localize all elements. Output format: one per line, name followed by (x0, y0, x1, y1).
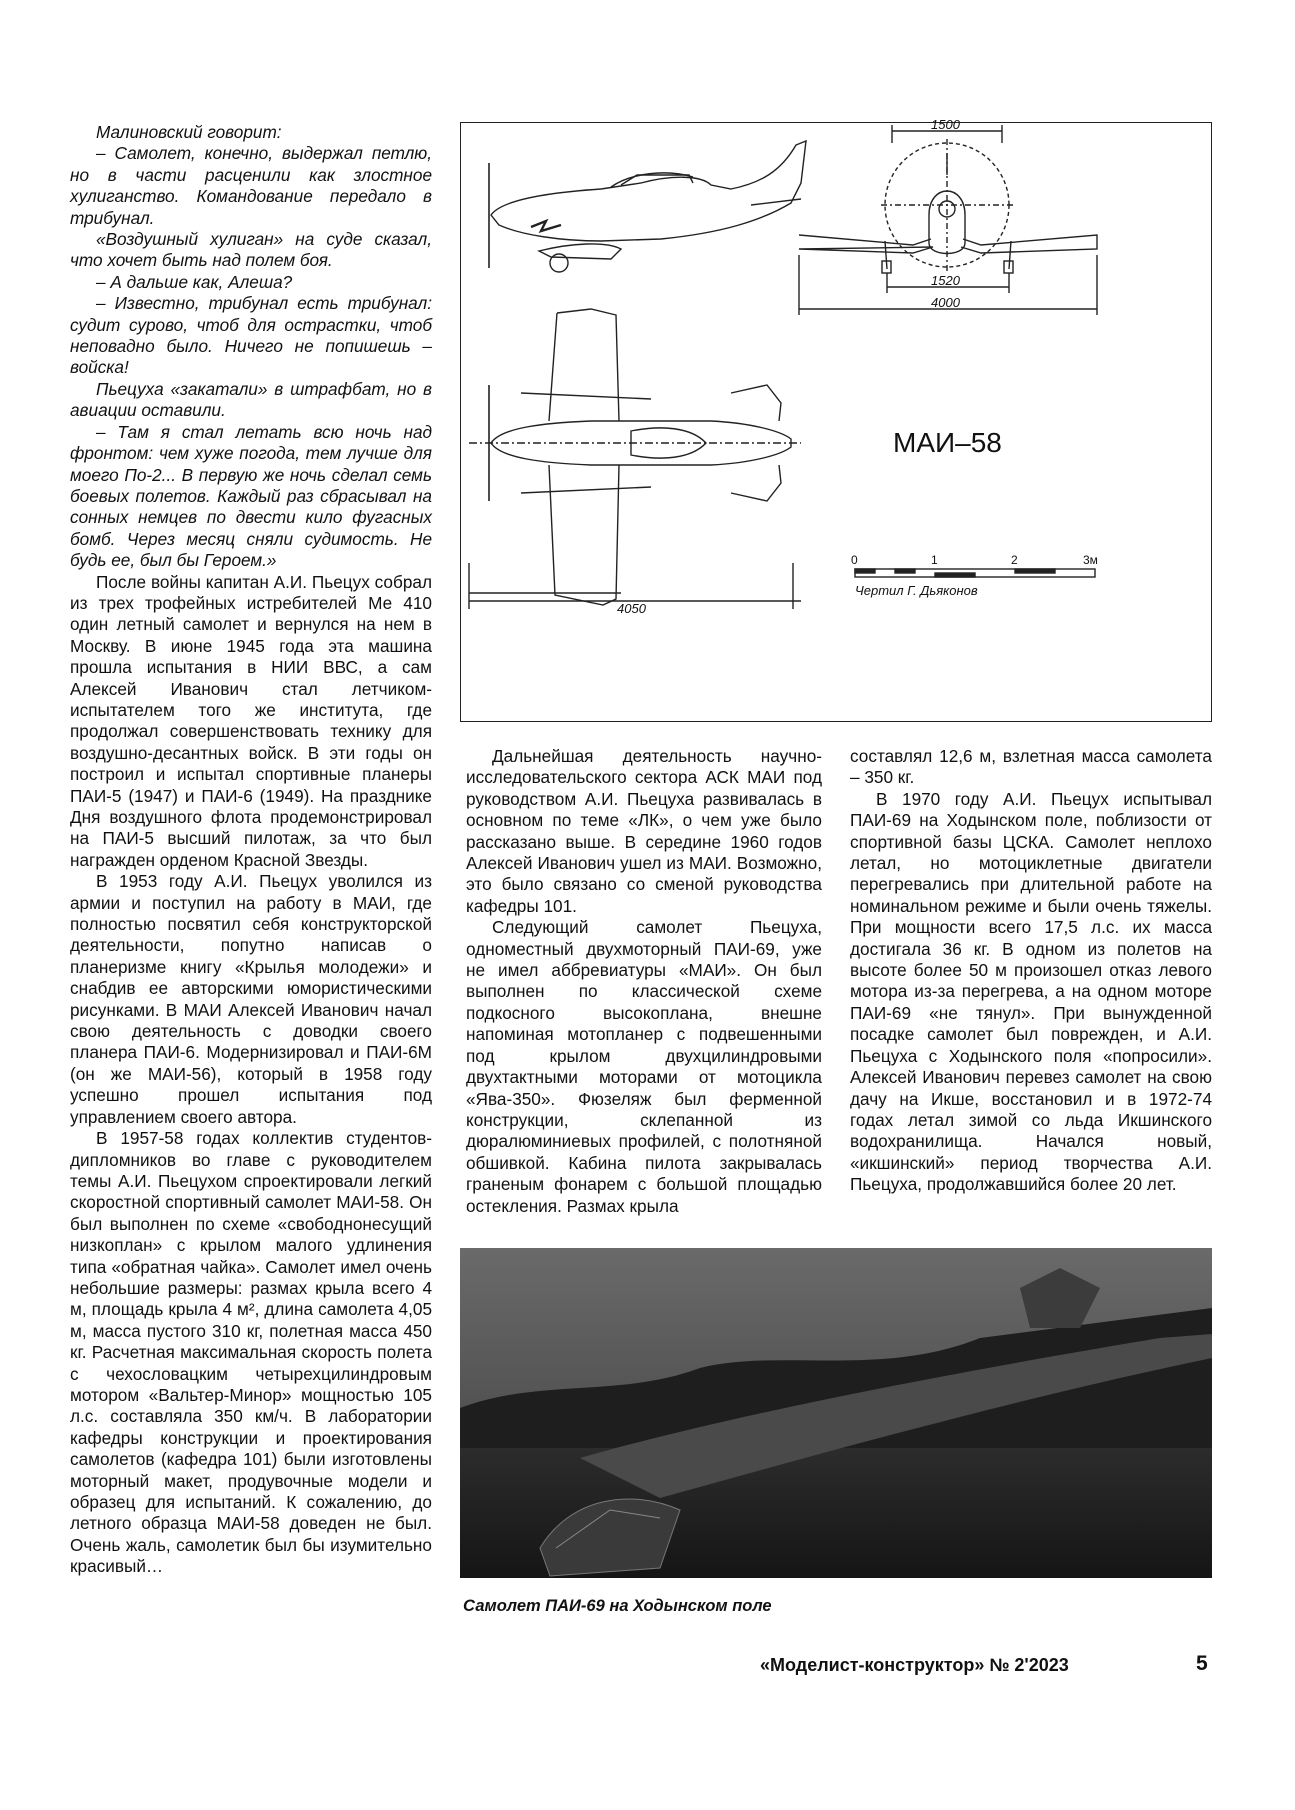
photo-svg (460, 1248, 1212, 1578)
right-paragraph: В 1970 году А.И. Пьецух испытывал ПАИ-69 на Ходынском поле, поблизости от спортивной базы ЦСКА. Самолет неплохо летал, но мотоциклетные двигатели перегревались при длительной работе на номинальном режиме и были очень тяжелы. При мощности всего 17,5 л.с. их масса достигала 36 кг. В одном из полетов на высоте более 50 м произошел отказ левого мотора из-за перегрева, а на одном моторе ПАИ-69 «не тянул». При вынужденной посадке самолет был поврежден, и А.И. Пьецуха с Ходынского поля «попросили». Алексей Иванович перевез самолет на свою дачу на Икше, восстановил и в 1972-74 годах летал зимой со льда Икшинского водохранилища. Начался новый, «икшинский» период творчества А.И. Пьецуха, продолжавшийся более 20 лет. (850, 788, 1212, 1195)
scale-label-2: 2 (1011, 553, 1018, 567)
dim-label-gear: 1520 (931, 273, 960, 288)
left-paragraph: – А дальше как, Алеша? (96, 271, 293, 292)
left-paragraph: Малиновский говорит: (96, 122, 282, 142)
left-paragraph: – Известно, трибунал есть трибунал: судит сурово, чтоб для острастки, чтоб неповадно было. Ничего не попишешь – войска! (70, 293, 432, 378)
left-text-column (70, 122, 432, 1578)
photo-caption: Самолет ПАИ-69 на Ходынском поле (463, 1597, 772, 1615)
drawing-title: МАИ–58 (893, 427, 1002, 458)
left-paragraph: После войны капитан А.И. Пьецух собрал из трех трофейных истребителей Ме 410 один летный самолет и вернулся на нем в Москву. В июне 1945 года эта машина прошла испытания в НИИ ВВС, а сам Алексей Иванович стал летчиком-испытателем того же института, где продолжал совершенствовать технику для воздушно-десантных войск. В эти годы он построил и испытал спортивные планеры ПАИ-5 (1947) и ПАИ-6 (1949). На празднике Дня воздушного флота продемонстрировал на ПАИ-5 высший пилотаж, за что был награжден орденом Красной Звезды. (70, 571, 432, 870)
drawing-credit: Чертил Г. Дьяконов (855, 583, 978, 598)
scale-label-0: 0 (851, 553, 858, 567)
left-paragraph: – Там я стал летать всю ночь над фронтом: чем хуже погода, тем лучше для моего По-2... В первую же ночь сделал семь боевых полетов. Каждый раз сбрасывал на сонных немцев по двести кило фугасных бомб. Через месяц сняли судимость. Не будь ее, был бы Героем.» (70, 421, 432, 571)
left-paragraph: «Воздушный хулиган» на суде сказал, что хочет быть над полем боя. (70, 229, 432, 271)
three-view-drawing (460, 117, 1212, 722)
scale-label-1: 1 (931, 553, 938, 567)
right-text-column (850, 746, 1212, 1196)
side-view (489, 141, 806, 272)
middle-paragraph: Следующий самолет Пьецуха, одноместный двухмоторный ПАИ-69, уже не имел аббревиатуры «МАИ». Он был выполнен по классической схеме подкосного высокоплана, внешне напоминая мотопланер с подвешенными под крылом двухцилиндровыми двухтактными моторами от мотоцикла «Ява-350». Фюзеляж был ферменной конструкции, склепанной из дюралюминиевых профилей, с полотняной обшивкой. Кабина пилота закрывалась граненым фонарем с большой площадью остекления. Размах крыла (466, 917, 822, 1216)
drawing-svg (461, 123, 1213, 723)
dim-label-span: 4000 (931, 295, 960, 310)
dim-label-length: 4050 (617, 601, 646, 616)
left-paragraph: В 1953 году А.И. Пьецух уволился из армии и поступил на работу в МАИ, где полностью посвятил себя конструкторской деятельности, попутно написав о планеризме книгу «Крылья молодежи» и снабдив ее авторскими юмористическими рисунками. В МАИ Алексей Иванович начал свою деятельность с доводки своего планера ПАИ-6. Модернизировал и ПАИ-6М (он же МАИ-56), который в 1958 году успешно прошел испытания под управлением своего автора. (70, 871, 432, 1127)
magazine-issue: «Моделист-конструктор» № 2'2023 (760, 1655, 1069, 1675)
left-paragraph: – Самолет, конечно, выдержал петлю, но в части расценили как злостное хулиганство. Командование передало в трибунал. (70, 143, 432, 228)
middle-text-column (466, 746, 822, 1217)
top-view (469, 309, 801, 609)
left-paragraph: В 1957-58 годах коллектив студентов-дипломников во главе с руководителем темы А.И. Пьецухом спроектировали легкий скоростной спортивный самолет МАИ-58. Он был выполнен по схеме «свободнонесущий низкоплан» с крылом малого удлинения типа «обратная чайка». Самолет имел очень небольшие размеры: размах крыла всего 4 м, площадь крыла 4 м², длина самолета 4,05 м, масса пустого 310 кг, полетная масса 450 кг. Расчетная максимальная скорость полета с чехословацким четырехцилиндровым мотором «Вальтер-Минор» мощностью 105 л.с. составляла 350 км/ч. В лаборатории кафедры конструкции и проектирования самолетов (кафедра 101) были изготовлены моторный макет, продувочные модели и образец для испытаний. К сожалению, до летного образца МАИ-58 доведен не был. Очень жаль, самолетик был бы изумительно красивый… (70, 1128, 432, 1577)
aircraft-photo (460, 1248, 1212, 1578)
middle-paragraph: Дальнейшая деятельность научно-исследовательского сектора АСК МАИ под руководством А.И. Пьецуха развивалась в основном по теме «ЛК», о чем уже было рассказано выше. В середине 1960 годов Алексей Иванович ушел из МАИ. Возможно, это было связано со сменой руководства кафедры 101. (466, 746, 822, 916)
scale-bar (855, 569, 1095, 577)
page-number: 5 (1196, 1652, 1208, 1675)
right-paragraph: составлял 12,6 м, взлетная масса самолета – 350 кг. (850, 746, 1212, 788)
left-paragraph: Пьецуха «закатали» в штрафбат, но в авиации оставили. (70, 378, 432, 421)
dim-label-top: 1500 (931, 117, 960, 132)
scale-label-3: 3м (1083, 553, 1098, 567)
